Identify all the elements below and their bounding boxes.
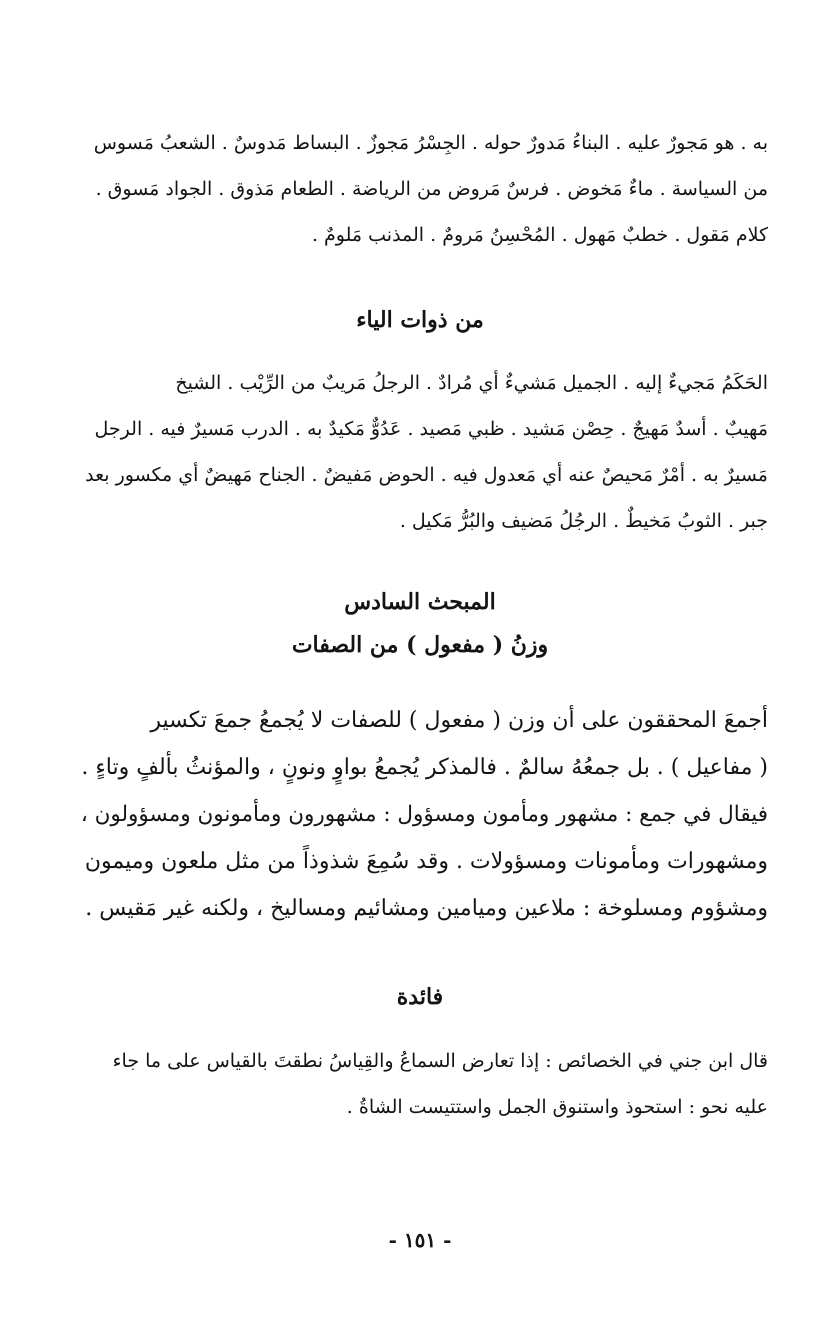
- text-line: ومشهورات ومأمونات ومسؤولات . وقد سُمِعَ شذوذاً من مثل ملعون وميمون: [84, 849, 768, 874]
- text-line: جبر . الثوبُ مَخيطٌ . الرجُلُ مَضيف والبُرُّ مَكيل .: [399, 510, 768, 532]
- text-line: قال ابن جني في الخصائص : إذا تعارض السماعُ والقِياسُ نطقتَ بالقياس على ما جاء: [112, 1050, 768, 1072]
- paragraph-yaa-examples: [72, 360, 768, 544]
- book-page: [72, 120, 768, 1260]
- text-line: الحَكَمُ مَجيءٌ إليه . الجميل مَشيءٌ أي مُرادٌ . الرجلُ مَريبٌ من الرِّيْب . الشيخ: [175, 372, 768, 394]
- section-heading-yaa: من ذوات الياء: [356, 307, 484, 333]
- text-line: مَهيبٌ . أسدٌ مَهيجٌ . حِصْن مَشيد . ظبي مَصيد . عَدُوٌّ مَكيدٌ به . الدرب مَسيرٌ فيه . الرجل: [94, 418, 768, 440]
- text-line: كلام مَقول . خطبٌ مَهول . المُحْسِنُ مَرومٌ . المذنب مَلومٌ .: [311, 224, 768, 246]
- text-line: به . هو مَجورٌ عليه . البناءُ مَدورٌ حوله . الجِسْرُ مَجوزٌ . البساط مَدوسٌ . الشعبُ مَسوس: [93, 132, 768, 154]
- paragraph-waw-examples: [72, 120, 768, 258]
- note-heading: فائدة: [396, 984, 444, 1010]
- text-line: فيقال في جمع : مشهور ومأمون ومسؤول : مشهورون ومأمونون ومسؤولون ،: [80, 802, 768, 827]
- text-line: من السياسة . ماءٌ مَخوض . فرسٌ مَروض من الرياضة . الطعام مَذوق . الجواد مَسوق .: [95, 178, 768, 200]
- text-line: عليه نحو : استحوذ واستنوق الجمل واستتيست الشاةُ .: [346, 1096, 768, 1118]
- chapter-subheading: وزنُ ( مفعول ) من الصفات: [291, 632, 549, 658]
- paragraph-plural-rules: [72, 697, 768, 932]
- text-line: مَسيرٌ به . أمْرٌ مَحيصٌ عنه أي مَعدول فيه . الحوض مَفيضٌ . الجناح مَهيضٌ أي مكسور بعد: [85, 464, 768, 486]
- text-line: أجمعَ المحققون على أن وزن ( مفعول ) للصفات لا يُجمعُ جمعَ تكسير: [150, 708, 768, 733]
- page-number: - ١٥١ -: [388, 1228, 452, 1252]
- paragraph-note: [72, 1038, 768, 1130]
- text-line: ( مفاعيل ) . بل جمعُهُ سالمٌ . فالمذكر يُجمعُ بواوٍ ونونٍ ، والمؤنثُ بألفٍ وتاءٍ .: [81, 755, 768, 780]
- chapter-heading: المبحث السادس: [344, 589, 496, 615]
- text-line: ومشؤوم ومسلوخة : ملاعين وميامين ومشائيم ومساليخ ، ولكنه غير مَقيس .: [85, 896, 768, 921]
